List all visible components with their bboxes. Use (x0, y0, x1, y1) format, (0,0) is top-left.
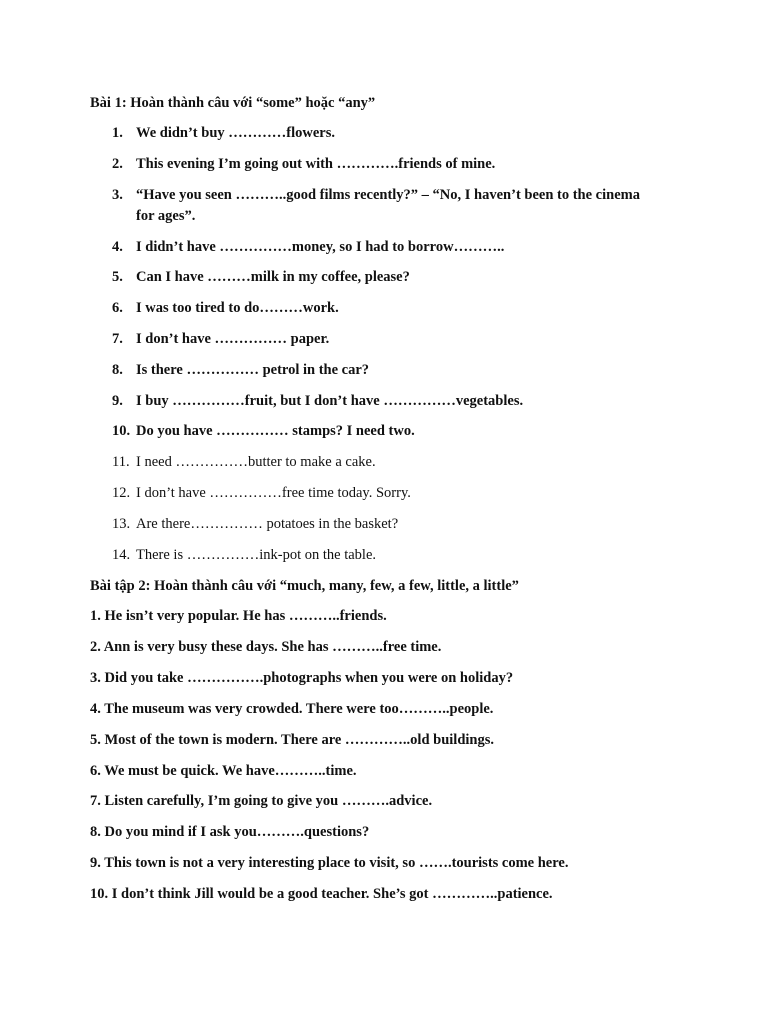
section1-heading: Bài 1: Hoàn thành câu với “some” hoặc “any” (90, 95, 376, 111)
list-item: 4. The museum was very crowded. There were too………..people. (90, 701, 494, 717)
list-item: 8. Do you mind if I ask you……….questions? (90, 824, 370, 840)
list-item: 2. Ann is very busy these days. She has ………..free time. (90, 639, 442, 655)
list-item: 6. We must be quick. We have………..time. (90, 763, 357, 779)
list-item: 5. Most of the town is modern. There are …………..old buildings. (90, 732, 495, 748)
document-page: Bài 1: Hoàn thành câu với “some” hoặc “any” 1. We didn’t buy …………flowers. 2. This evening I’m going out with ………….friends of mine. 3. “Have you seen ………..good films recently?” – “No, I haven’t been to the cinema for ages”. 4. I didn’t have ……………money, so I had to borrow……….. 5. Can I have ………milk in my coffee, please? 6. I was too tired to do………work. 7. I don’t have …………… paper. 8. Is there …………… petrol in the car? 9. I buy ……………fruit, but I don’t have ……………vegetables. 10. Do you have …………… stamps? I need two. 11. I need ……………butter to make a cake. 12. I don’t have ……………free time today. Sorry. 13. Are there…………… potatoes in the basket? 14. There is ……………ink-pot on the table. Bài tập 2: Hoàn thành câu với “much, many, few, a few, little, a little” 1. He isn’t very popular. He has ………..friends. 2. Ann is very busy these days. She has ………..free time. 3. Did you take …………….photographs when you were on holiday? 4. The museum was very crowded. There were too………..people. 5. Most of the town is modern. There are …………..old buildings. 6. We must be quick. We have………..time. 7. Listen carefully, I’m going to give you ……….advice. 8. Do you mind if I ask you……….questions? 9. This town is not a very interesting place to visit, so …….tourists come here. 10. I don’t think Jill would be a good teacher. She’s got …………..patience. (90, 95, 640, 902)
list-item: 7. Listen carefully, I’m going to give you ……….advice. (90, 793, 433, 809)
list-item: 10. I don’t think Jill would be a good teacher. She’s got …………..patience. (90, 886, 553, 902)
list-item: 1. He isn’t very popular. He has ………..friends. (90, 608, 387, 624)
list-item: 9. This town is not a very interesting place to visit, so …….tourists come here. (90, 855, 569, 871)
section2-heading: Bài tập 2: Hoàn thành câu với “much, many, few, a few, little, a little” (90, 578, 519, 594)
list-item: 3. Did you take …………….photographs when you were on holiday? (90, 670, 514, 686)
list-item-continuation: for ages”. (136, 208, 196, 224)
